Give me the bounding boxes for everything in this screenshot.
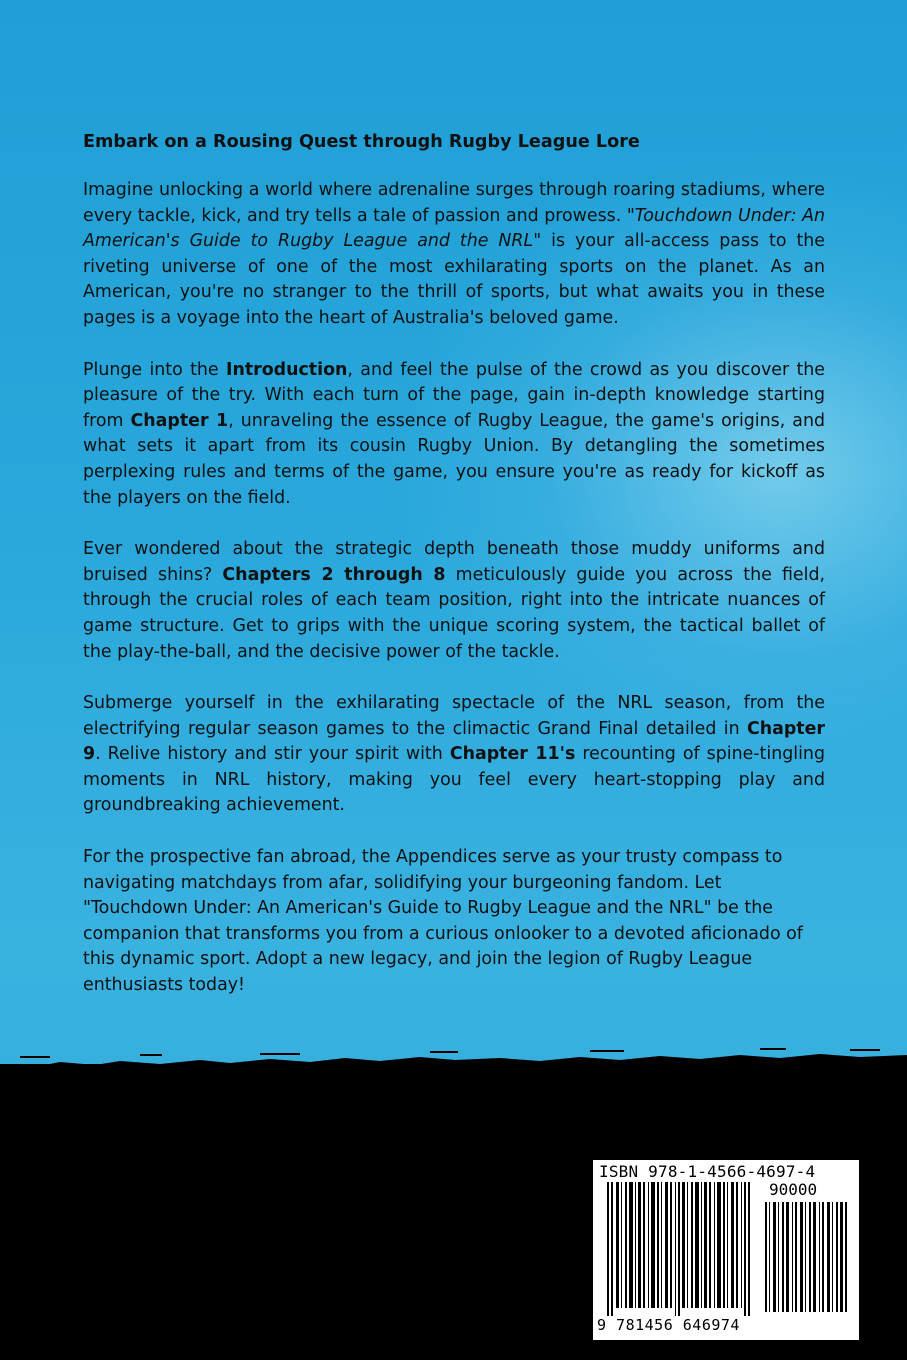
price-code: 90000 xyxy=(769,1180,818,1199)
paragraph-2 xyxy=(83,358,825,512)
paragraph-5: For the prospective fan abroad, the Appendices serve as your trusty compass to navigating matchdays from afar, solidifying your burgeoning fandom. Let "Touchdown Under: An American's Guide to Rugby League and the NRL" be the companion that transforms you from a curious onlooker to a devoted aficionado of this dynamic sport. Adopt a new legacy, and join the legion of Rugby League enthusiasts today! xyxy=(83,847,803,996)
paragraph-3 xyxy=(83,537,825,665)
p2-text-c: , unraveling the essence of Rugby League, the game's origins, and what sets it apart from its cousin Rugby Union. By detangling the sometimes perplexing rules and terms of the game, you ensure you're as ready for kickoff as the players on the field. xyxy=(83,410,826,508)
blurb-heading: Embark on a Rousing Quest through Rugby League Lore xyxy=(83,132,640,152)
p4-bold-chapter-11: Chapter 11's xyxy=(449,744,576,765)
ean-bars xyxy=(607,1182,757,1316)
addon-bars xyxy=(765,1202,849,1312)
p4-text-b: . Relive history and stir your spirit with xyxy=(95,744,450,765)
p1-text-b: is your all-access pass to the riveting universe of one of the most exhilarating sports on the planet. As an American, you're no stranger to the thrill of sports, but what awaits you in these pages is a voyage into the heart of Australia's beloved game. xyxy=(83,231,825,328)
ean-digits: 9 781456 646974 xyxy=(597,1316,740,1334)
p2-text-a: Plunge into the xyxy=(83,359,226,380)
p1-text-a: Imagine unlocking a world where adrenaline surges through roaring stadiums, where every tackle, kick, and try tells a tale of passion and prowess. xyxy=(83,180,825,226)
p4-bold-chapter-9: Chapter 9 xyxy=(83,718,825,765)
p2-bold-introduction: Introduction xyxy=(225,359,348,380)
p4-text-c: recounting of spine-tingling moments in NRL history, making you feel every heart-stopping play and groundbreaking achievement. xyxy=(83,744,825,816)
blurb xyxy=(83,128,825,1025)
isbn-label: ISBN 978-1-4566-4697-4 xyxy=(599,1162,816,1181)
p1-book-title: "Touchdown Under: An American's Guide to Rugby League and the NRL" xyxy=(83,205,825,252)
p2-text-b: , and feel the pulse of the crowd as you discover the pleasure of the try. With each turn of the page, gain in-depth knowledge starting from xyxy=(83,359,825,431)
paragraph-4 xyxy=(83,691,825,819)
isbn-barcode xyxy=(593,1160,859,1340)
p3-text-b: meticulously guide you across the field, through the crucial roles of each team position, right into the intricate nuances of game structure. Get to grips with the unique scoring system, the tactical ballet of the play-the-ball, and the decisive power of the tackle. xyxy=(83,564,826,662)
p4-text-a: Submerge yourself in the exhilarating spectacle of the NRL season, from the electrifying regular season games to the climactic Grand Final detailed in xyxy=(83,693,825,739)
p3-text-a: Ever wondered about the strategic depth beneath those muddy uniforms and bruised shins? xyxy=(83,539,825,585)
p2-bold-chapter-1: Chapter 1 xyxy=(130,410,229,431)
p3-bold-chapters: Chapters 2 through 8 xyxy=(222,564,446,585)
paragraph-1 xyxy=(83,178,825,332)
